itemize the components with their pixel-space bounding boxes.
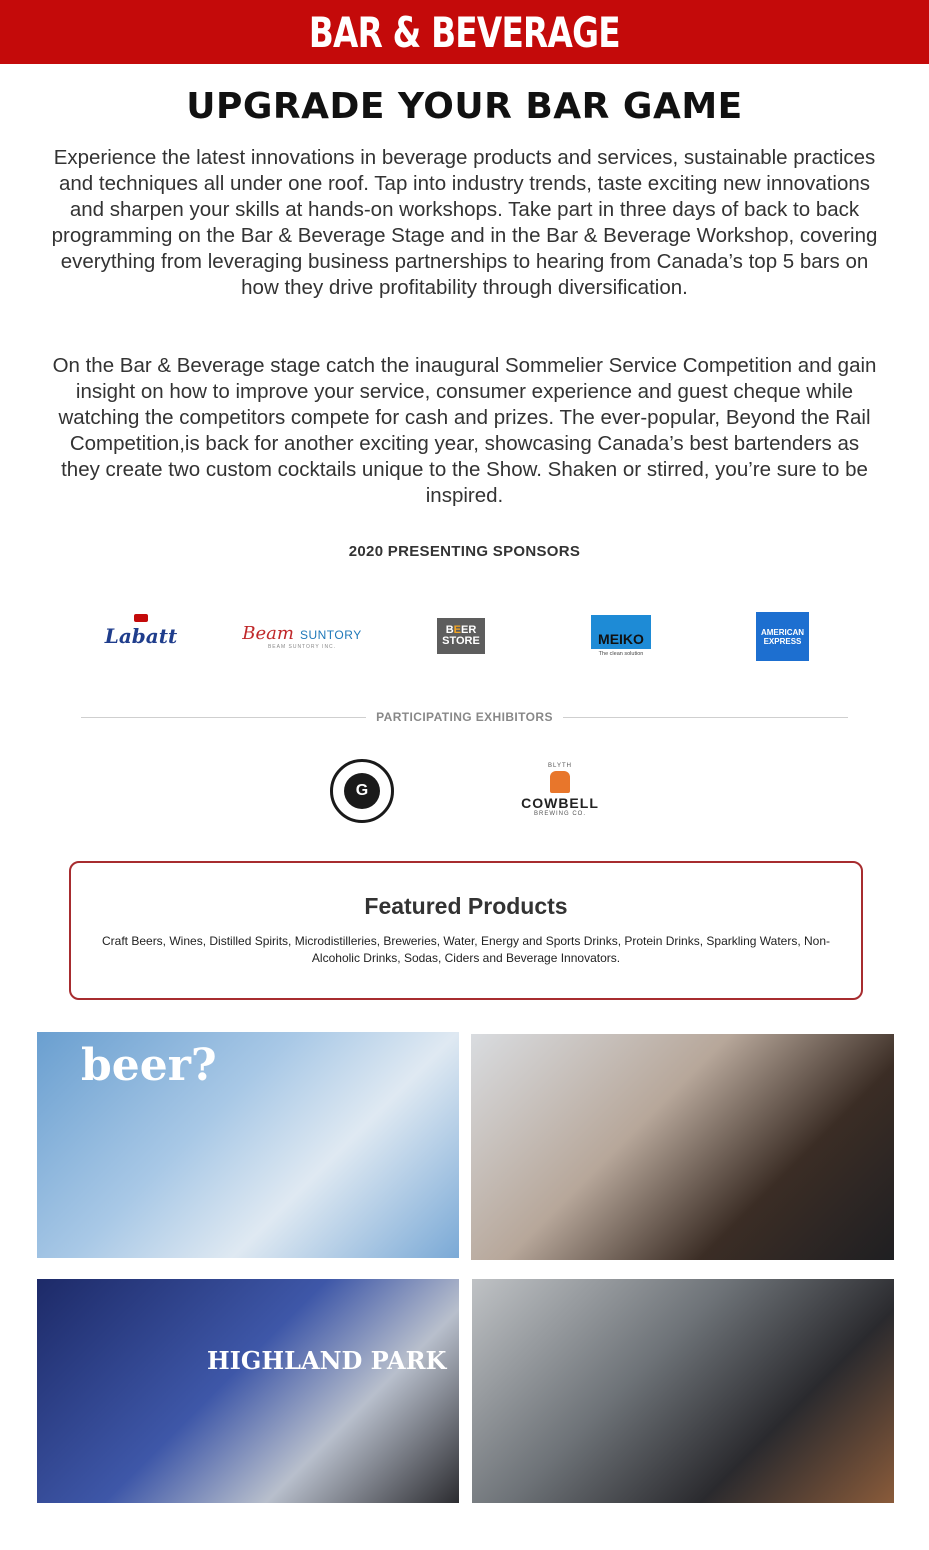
beam-suntory-subtext: BEAM SUNTORY INC. [267, 643, 337, 650]
photo-jim-beam-pour [471, 1034, 894, 1260]
photo-highland-park-pour [37, 1279, 459, 1503]
amex-line-1: AMERICAN [760, 627, 805, 637]
meiko-wordmark: MEIKO [591, 615, 651, 649]
featured-products-box [69, 861, 863, 1000]
cowbell-wordmark: COWBELL [521, 795, 599, 811]
labatt-wordmark: Labatt [104, 624, 178, 648]
exhibitors-heading: PARTICIPATING EXHIBITORS [376, 710, 553, 724]
labatt-crest-icon [134, 614, 148, 622]
beer-store-logo[interactable] [437, 618, 485, 654]
divider-line-right [563, 717, 848, 718]
photo-1-sign-text: beer? [81, 1040, 217, 1091]
photo-3-sign-text: HIGHLAND PARK [207, 1346, 447, 1375]
intro-paragraph-2: On the Bar & Beverage stage catch the inaugural Sommelier Service Competition and gain insight on how to improve your service, consumer experience and guest cheque while watching the competitors compete for cash and prizes. The ever-popular, Beyond the Rail Competition,is back for another exciting year, showcasing Canada’s best bartenders as they create two custom cocktails unique to the Show. Shaken or stirred, you’re sure to be inspired. [52, 354, 877, 507]
cowbell-bottom-text: BREWING CO. [533, 811, 586, 817]
featured-products-list: Craft Beers, Wines, Distilled Spirits, Microdistilleries, Breweries, Water, Energy and Sports Drinks, Protein Drinks, Sparkling Waters, Non-Alcoholic Drinks, Sodas, Ciders and Beverage Innovators. [102, 934, 830, 965]
exhibitors-divider [81, 707, 848, 727]
sponsors-heading: 2020 PRESENTING SPONSORS [348, 543, 581, 560]
intro-paragraph-1: Experience the latest innovations in beverage products and services, sustainable practices and techniques all under one roof. Tap into industry trends, taste exciting new innovations and sharpen your skills at hands-on workshops. Take part in three days of back to back programming on the Bar & Beverage Stage and in the Bar & Beverage Workshop, covering everything from leveraging business partnerships to hearing from Canada’s top 5 bars on how they drive profitability through diversification. [51, 146, 878, 299]
american-express-logo[interactable] [756, 612, 809, 661]
photo-craft-beer-taps [472, 1279, 894, 1503]
cowbell-bell-icon [550, 771, 570, 793]
beam-wordmark: Beam [242, 622, 294, 644]
cowbell-top-text: BLYTH [548, 763, 572, 769]
meiko-tagline: The clean solution [598, 651, 644, 657]
commongood-mark-icon: G [344, 773, 380, 809]
amex-line-2: EXPRESS [763, 636, 802, 646]
photo-bartender-canadian-club [37, 1032, 459, 1258]
featured-products-title: Featured Products [364, 893, 568, 919]
labatt-logo[interactable] [98, 618, 184, 654]
beer-store-line-1: BEER [445, 624, 477, 636]
page-headline: UPGRADE YOUR BAR GAME [186, 86, 743, 127]
commongood-beer-logo[interactable] [330, 759, 394, 823]
beam-suntory-logo[interactable] [232, 618, 372, 654]
page-banner [0, 0, 929, 64]
banner-title: BAR & BEVERAGE [309, 7, 620, 57]
suntory-wordmark: SUNTORY [299, 627, 362, 642]
meiko-logo[interactable] [591, 614, 651, 658]
beer-store-line-2: STORE [442, 635, 480, 647]
cowbell-brewing-logo[interactable] [520, 756, 600, 824]
divider-line-left [81, 717, 366, 718]
